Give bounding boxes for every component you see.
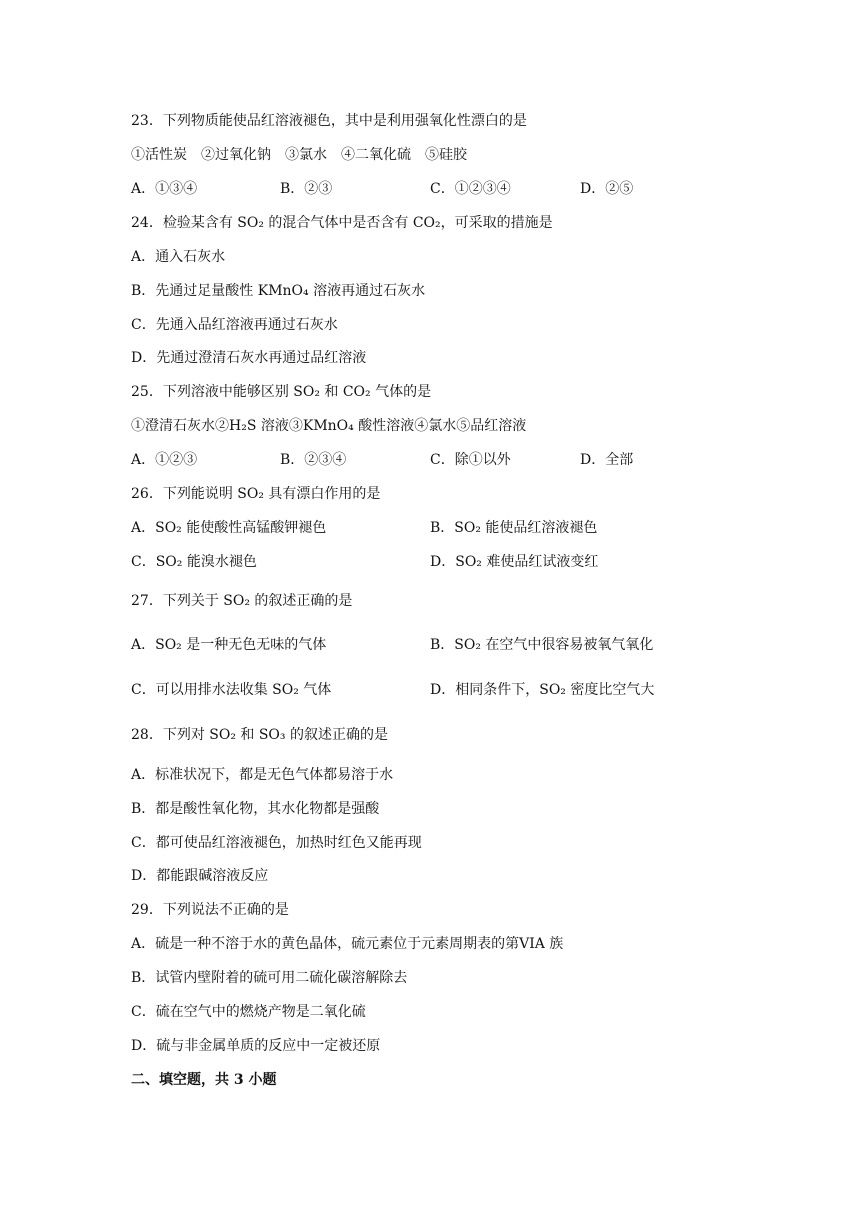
q29-option-b: B．试管内壁附着的硫可用二硫化碳溶解除去: [131, 970, 408, 986]
q26-stem: 26．下列能说明 SO₂ 具有漂白作用的是: [131, 486, 381, 502]
q28-option-a: A．标准状况下，都是无色气体都易溶于水: [131, 767, 394, 783]
q24-option-b: B．先通过足量酸性 KMnO₄ 溶液再通过石灰水: [131, 283, 426, 299]
q26-option-d: D．SO₂ 难使品红试液变红: [430, 554, 599, 570]
q23-stem: 23．下列物质能使品红溶液褪色，其中是利用强氧化性漂白的是: [131, 113, 527, 129]
q27-option-b: B．SO₂ 在空气中很容易被氧气氧化: [430, 637, 654, 653]
q24-option-d: D．先通过澄清石灰水再通过品红溶液: [131, 350, 367, 366]
q24-stem: 24．检验某含有 SO₂ 的混合气体中是否含有 CO₂，可采取的措施是: [131, 215, 553, 231]
q25-option-d: D．全部: [580, 452, 634, 468]
q29-option-d: D．硫与非金属单质的反应中一定被还原: [131, 1038, 381, 1054]
q28-option-b: B．都是酸性氧化物，其水化物都是强酸: [131, 801, 380, 817]
q25-option-b: B．②③④: [280, 452, 347, 468]
q23-option-d: D．②⑤: [580, 181, 634, 197]
q26-option-c: C．SO₂ 能溴水褪色: [131, 554, 257, 570]
q27-option-d: D．相同条件下，SO₂ 密度比空气大: [430, 682, 655, 698]
q23-option-b: B．②③: [280, 181, 333, 197]
q28-option-c: C．都可使品红溶液褪色，加热时红色又能再现: [131, 835, 422, 851]
section-title: 二、填空题，共 3 小题: [131, 1072, 277, 1088]
q24-option-c: C．先通入品红溶液再通过石灰水: [131, 317, 338, 333]
q23-option-a: A．①③④: [131, 181, 198, 197]
q25-stem: 25．下列溶液中能够区别 SO₂ 和 CO₂ 气体的是: [131, 384, 432, 400]
q23-option-c: C．①②③④: [430, 181, 511, 197]
q29-stem: 29．下列说法不正确的是: [131, 902, 289, 918]
q24-option-a: A．通入石灰水: [131, 249, 226, 265]
q25-statements: ①澄清石灰水②H₂S 溶液③KMnO₄ 酸性溶液④氯水⑤品红溶液: [131, 418, 527, 434]
q28-option-d: D．都能跟碱溶液反应: [131, 868, 269, 884]
q25-option-c: C．除①以外: [430, 452, 511, 468]
q29-option-a: A．硫是一种不溶于水的黄色晶体，硫元素位于元素周期表的第VIA 族: [131, 936, 564, 952]
q26-option-b: B．SO₂ 能使品红溶液褪色: [430, 520, 598, 536]
q29-option-c: C．硫在空气中的燃烧产物是二氧化硫: [131, 1004, 366, 1020]
q27-stem: 27．下列关于 SO₂ 的叙述正确的是: [131, 593, 353, 609]
q28-stem: 28．下列对 SO₂ 和 SO₃ 的叙述正确的是: [131, 727, 388, 743]
q27-option-c: C．可以用排水法收集 SO₂ 气体: [131, 682, 332, 698]
q27-option-a: A．SO₂ 是一种无色无味的气体: [131, 637, 327, 653]
q23-statements: ①活性炭 ②过氧化钠 ③氯水 ④二氧化硫 ⑤硅胶: [131, 147, 467, 163]
q26-option-a: A．SO₂ 能使酸性高锰酸钾褪色: [131, 520, 327, 536]
q25-option-a: A．①②③: [131, 452, 198, 468]
